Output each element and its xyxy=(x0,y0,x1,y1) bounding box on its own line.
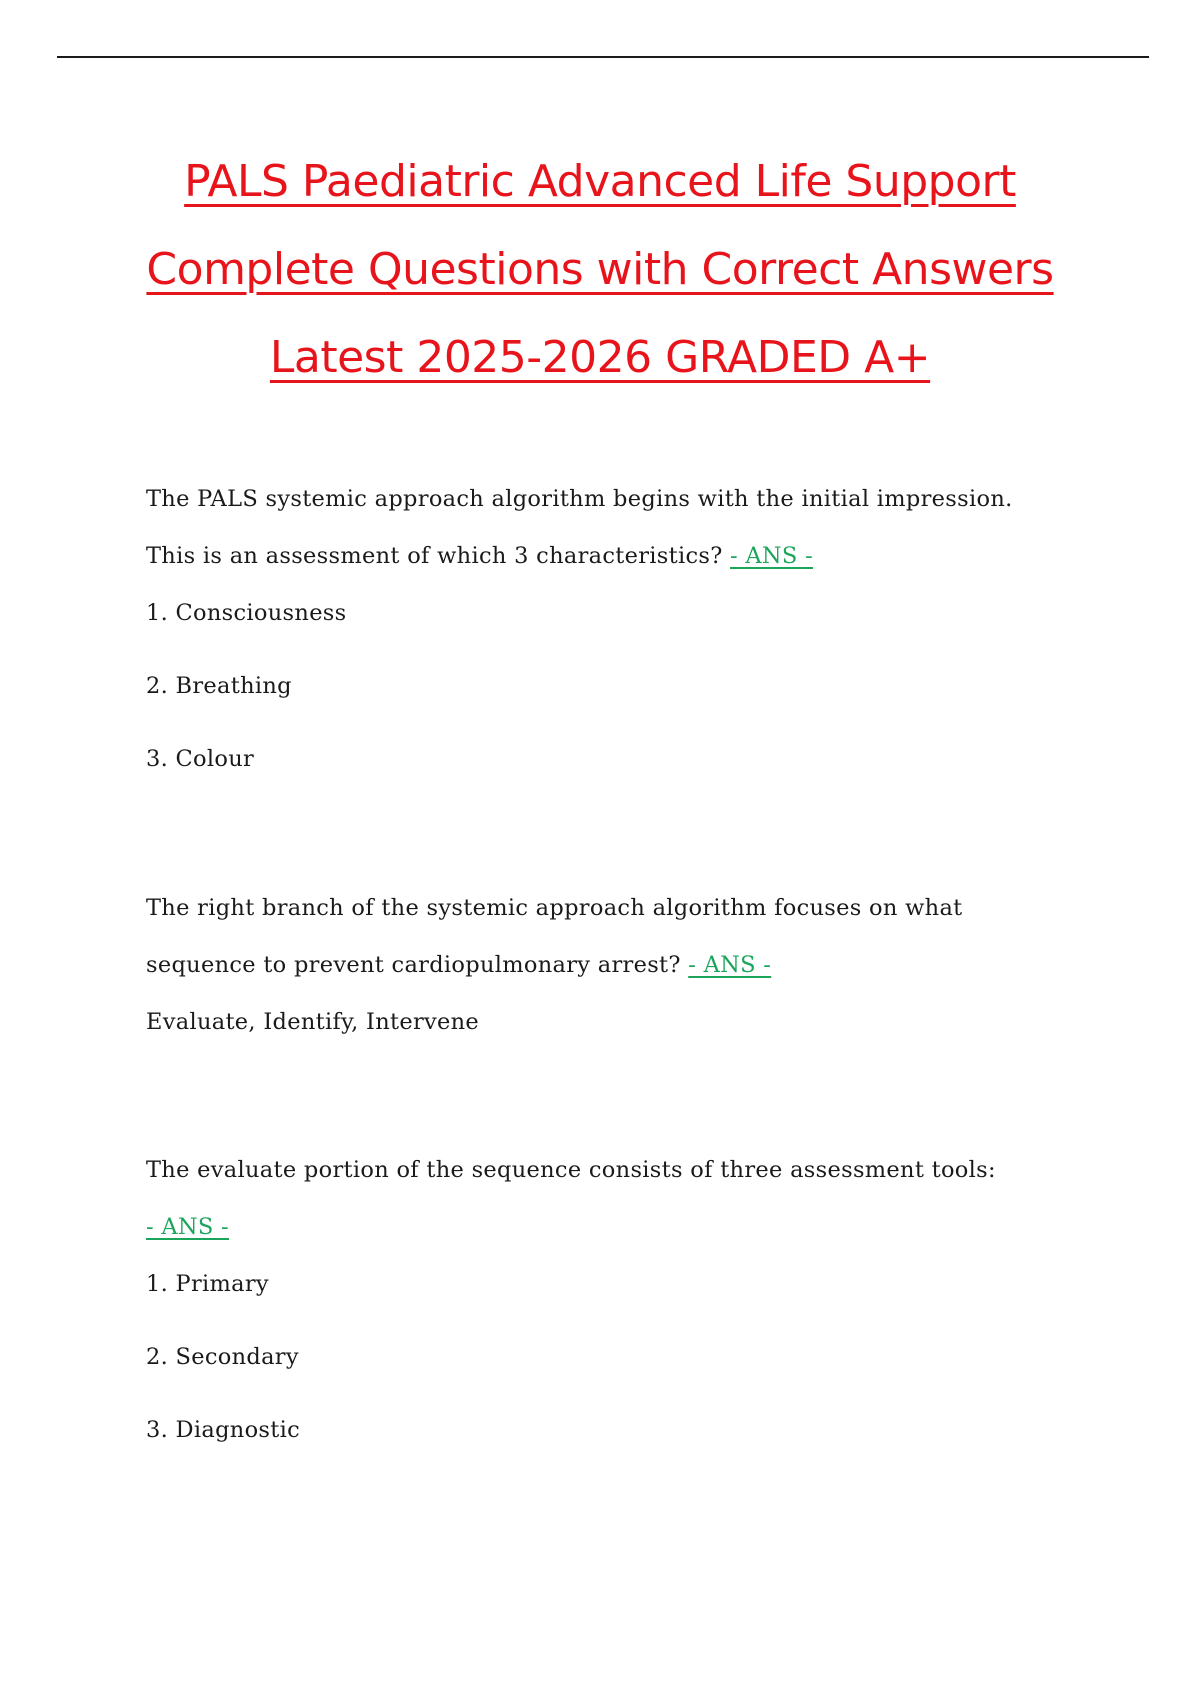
question-1-line-1: The PALS systemic approach algorithm begins with the initial impression. xyxy=(146,486,1013,512)
question-1-line-2 xyxy=(146,528,1076,585)
question-2-line-2 xyxy=(146,937,1076,994)
question-3-line-1: The evaluate portion of the sequence consists of three assessment tools: xyxy=(146,1157,996,1183)
title-line-2: Complete Questions with Correct Answers xyxy=(146,244,1054,295)
ans-marker-1[interactable]: - ANS - xyxy=(730,543,813,569)
answer-item: 2. Secondary xyxy=(146,1344,299,1370)
question-1-text: This is an assessment of which 3 characteristics? xyxy=(146,543,723,569)
question-block-1 xyxy=(146,471,1076,804)
question-2-line-1: The right branch of the systemic approach algorithm focuses on what xyxy=(146,895,963,921)
answer-item: 2. Breathing xyxy=(146,673,292,699)
question-3-line-2 xyxy=(146,1199,1076,1256)
ans-marker-3[interactable]: - ANS - xyxy=(146,1214,229,1240)
answer-item: 3. Colour xyxy=(146,746,255,772)
ans-marker-2[interactable]: - ANS - xyxy=(688,952,772,978)
answer-list-1 xyxy=(146,585,1076,804)
question-2-text: sequence to prevent cardiopulmonary arrest? xyxy=(146,952,681,978)
answer-item: Evaluate, Identify, Intervene xyxy=(146,1009,480,1035)
answer-item: 3. Diagnostic xyxy=(146,1417,300,1443)
question-block-2 xyxy=(146,880,1076,1067)
top-rule xyxy=(57,56,1149,58)
title-line-3: Latest 2025-2026 GRADED A+ xyxy=(269,332,931,383)
answer-list-2 xyxy=(146,994,1076,1067)
answer-item: 1. Primary xyxy=(146,1271,269,1297)
answer-list-3 xyxy=(146,1256,1076,1475)
title-line-1: PALS Paediatric Advanced Life Support xyxy=(184,156,1016,207)
document-title xyxy=(0,138,1200,402)
answer-item: 1. Consciousness xyxy=(146,600,347,626)
question-block-3 xyxy=(146,1142,1076,1475)
